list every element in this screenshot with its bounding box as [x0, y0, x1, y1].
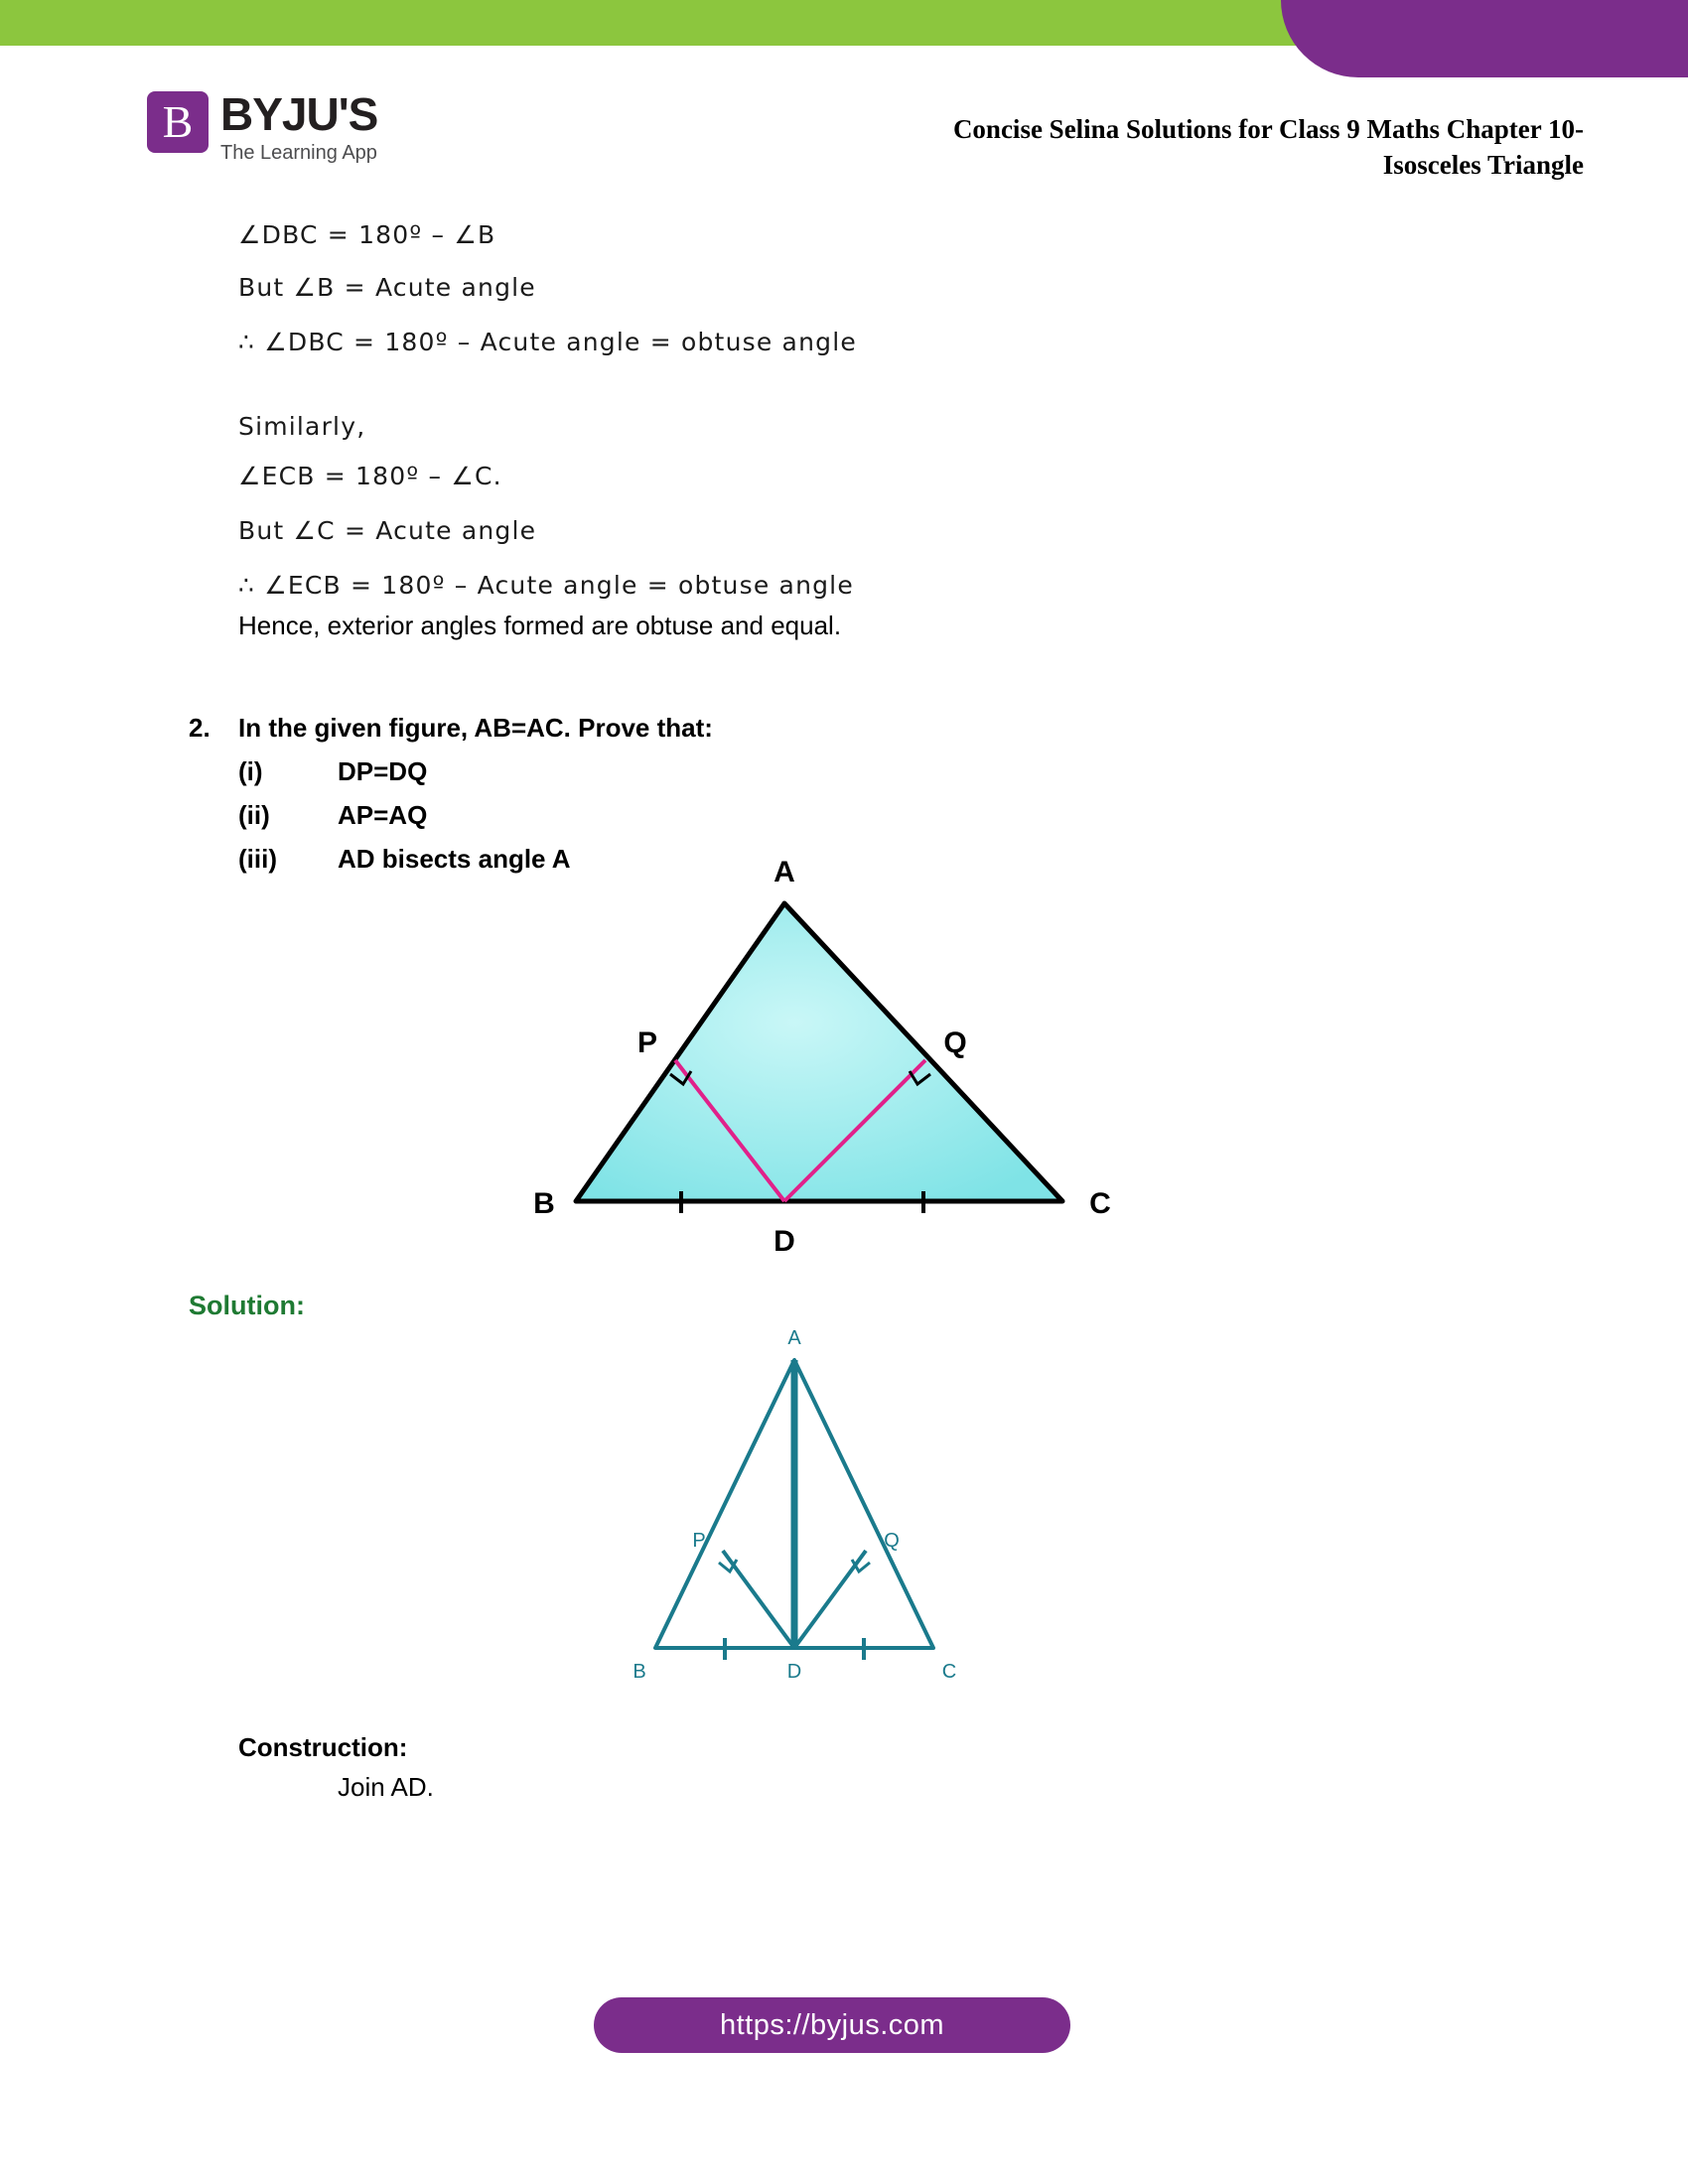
question-item-text-ii: AP=AQ	[338, 800, 428, 830]
svg-text:B: B	[533, 1187, 555, 1220]
text-line-2: But ∠B = Acute angle	[238, 273, 536, 302]
svg-text:B: B	[633, 1661, 646, 1683]
svg-text:P: P	[636, 1026, 658, 1059]
construction-text: Join AD.	[338, 1772, 434, 1802]
solution-label: Solution:	[189, 1291, 305, 1320]
logo-text-block	[220, 88, 378, 164]
logo-subtitle: The Learning App	[220, 142, 377, 164]
question-item-label-i: (i)	[238, 756, 263, 786]
svg-text:C: C	[941, 1661, 957, 1683]
svg-text:D: D	[786, 1661, 802, 1683]
svg-text:A: A	[787, 1327, 801, 1349]
page-title-line1: Concise Selina Solutions for Class 9 Maths Chapter 10-	[952, 114, 1584, 144]
svg-text:Q: Q	[943, 1026, 967, 1059]
question-stem: In the given figure, AB=AC. Prove that:	[238, 713, 713, 743]
question-number: 2.	[189, 713, 211, 743]
text-line-3: ∴ ∠DBC = 180º – Acute angle = obtuse angle	[238, 328, 857, 356]
svg-text:Q: Q	[884, 1530, 900, 1552]
header-purple-bar-right	[1628, 0, 1688, 77]
page-title-line2: Isosceles Triangle	[1382, 150, 1584, 181]
svg-text:A: A	[774, 856, 795, 888]
text-line-5: ∠ECB = 180º – ∠C.	[238, 462, 502, 490]
byjus-logo	[147, 88, 378, 164]
text-line-7: ∴ ∠ECB = 180º – Acute angle = obtuse angle	[238, 571, 854, 600]
byjus-url-button[interactable]: https://byjus.com	[594, 1997, 1070, 2053]
text-line-6: But ∠C = Acute angle	[238, 516, 537, 545]
question-item-label-iii: (iii)	[238, 844, 277, 874]
header-purple-bar	[1281, 0, 1628, 77]
question-item-text-i: DP=DQ	[338, 756, 428, 786]
text-line-4: Similarly,	[238, 412, 366, 441]
svg-text:C: C	[1089, 1187, 1111, 1220]
question-item-label-ii: (ii)	[238, 800, 270, 830]
text-line-1: ∠DBC = 180º – ∠B	[238, 220, 496, 249]
logo-letter: B	[162, 96, 194, 147]
question-item-text-iii: AD bisects angle A	[338, 844, 571, 874]
page-title	[809, 111, 1584, 184]
svg-text:P: P	[692, 1530, 706, 1552]
figure-given	[496, 854, 1192, 1281]
logo-title: BYJU'S	[220, 88, 378, 140]
svg-text:D: D	[774, 1225, 795, 1258]
figure-solution	[596, 1320, 993, 1717]
construction-label: Construction:	[238, 1732, 408, 1762]
text-line-8: Hence, exterior angles formed are obtuse and equal.	[238, 611, 842, 640]
logo-mark-icon	[147, 91, 209, 153]
